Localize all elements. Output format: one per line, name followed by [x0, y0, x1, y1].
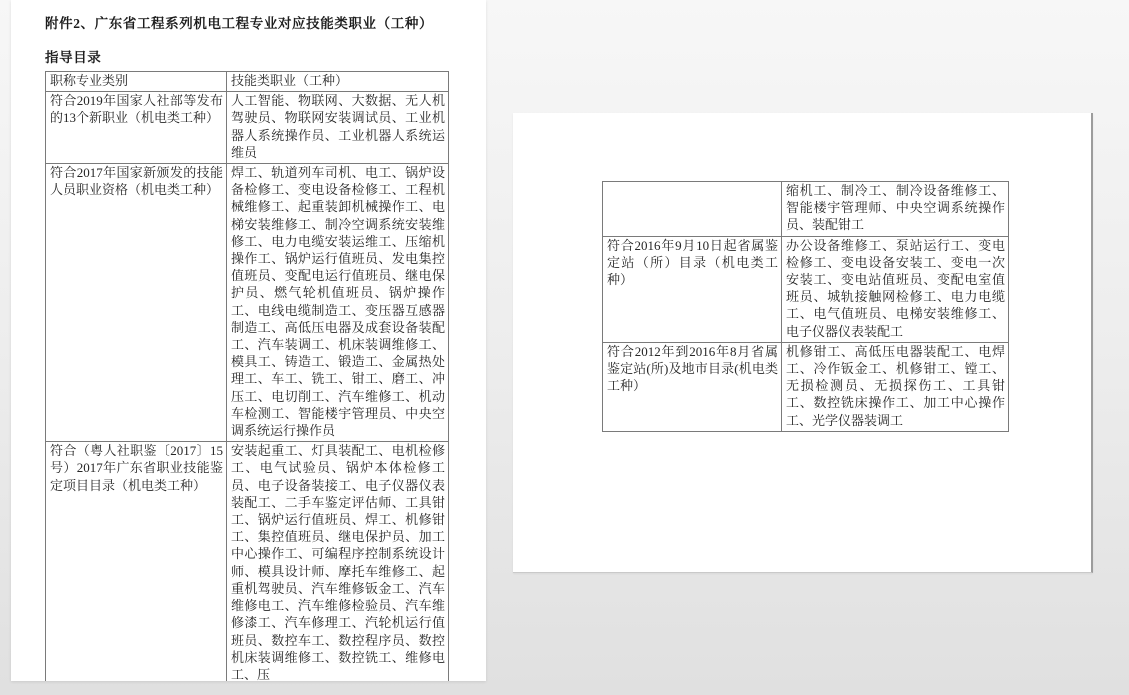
occupations-cell: 焊工、轨道列车司机、电工、锅炉设备检修工、变电设备检修工、工程机械维修工、起重装卸机械操作工、电梯安装维修工、制冷空调系统安装维修工、电力电缆安装运维工、压缩机操作工、锅炉运行值班员、发电集控值班员、变配电运行值班员、继电保护员、燃气轮机值班员、锅炉操作工、电线电缆制造工、变压器互感器制造工、高低压电器及成套设备装配工、汽车装调工、机床装调维修工、模具工、铸造工、锻造工、金属热处理工、车工、铣工、钳工、磨工、冲压工、电切削工、汽车维修工、机动车检测工、智能楼宇管理员、中央空调系统运行操作员 — [227, 164, 449, 442]
occupations-cell: 人工智能、物联网、大数据、无人机驾驶员、物联网安装调试员、工业机器人系统操作员、工业机器人系统运维员 — [227, 92, 449, 164]
table-row — [603, 236, 1009, 342]
table-row — [46, 92, 449, 164]
table-row — [603, 182, 1009, 237]
table-row — [46, 442, 449, 681]
category-cell: 符合2019年国家人社部等发布的13个新职业（机电类工种） — [46, 92, 227, 164]
document-page-1 — [11, 0, 486, 681]
occupation-table-page-1 — [45, 71, 449, 681]
occupations-cell: 缩机工、制冷工、制冷设备维修工、智能楼宇管理师、中央空调系统操作员、装配钳工 — [782, 182, 1009, 237]
category-cell: 符合2016年9月10日起省属鉴定站（所）目录（机电类工种） — [603, 236, 782, 342]
attachment-title-line-2: 指导目录 — [45, 50, 102, 65]
category-cell: 符合2017年国家新颁发的技能人员职业资格（机电类工种） — [46, 164, 227, 442]
category-cell: 符合2012年到2016年8月省属鉴定站(所)及地市目录(机电类工种） — [603, 342, 782, 431]
occupations-cell: 安装起重工、灯具装配工、电机检修工、电气试验员、锅炉本体检修工员、电子设备装接工、电子仪器仪表装配工、二手车鉴定评估师、工具钳工、锅炉运行值班员、焊工、机修钳工、集控值班员、继电保护员、加工中心操作工、可编程序控制系统设计师、模具设计师、摩托车维修工、起重机驾驶员、汽车维修钣金工、汽车维修电工、汽车维修检验员、汽车维修漆工、汽车修理工、汽轮机运行值班员、数控车工、数控程序员、数控机床装调维修工、数控铣工、维修电工、压 — [227, 442, 449, 681]
table-row — [46, 164, 449, 442]
table-row — [603, 342, 1009, 431]
table-header-row — [46, 72, 449, 92]
col-header-occupations: 技能类职业（工种） — [227, 72, 449, 92]
category-cell: 符合（粤人社职鉴〔2017〕15号）2017年广东省职业技能鉴定项目目录（机电类工种） — [46, 442, 227, 681]
document-page-2 — [513, 113, 1093, 573]
occupations-cell: 办公设备维修工、泵站运行工、变电检修工、变电设备安装工、变电一次安装工、变电站值班员、变配电室值班员、城轨接触网检修工、电力电缆工、电气值班员、电梯安装维修工、电子仪器仪表装配工 — [782, 236, 1009, 342]
category-cell-empty — [603, 182, 782, 237]
col-header-category: 职称专业类别 — [46, 72, 227, 92]
occupations-cell: 机修钳工、高低压电器装配工、电焊工、冷作钣金工、机修钳工、镗工、无损检测员、无损探伤工、工具钳工、数控铣床操作工、加工中心操作工、光学仪器装调工 — [782, 342, 1009, 431]
attachment-title-line-1: 附件2、广东省工程系列机电工程专业对应技能类职业（工种） — [45, 16, 434, 31]
occupation-table-page-2 — [602, 181, 1009, 432]
